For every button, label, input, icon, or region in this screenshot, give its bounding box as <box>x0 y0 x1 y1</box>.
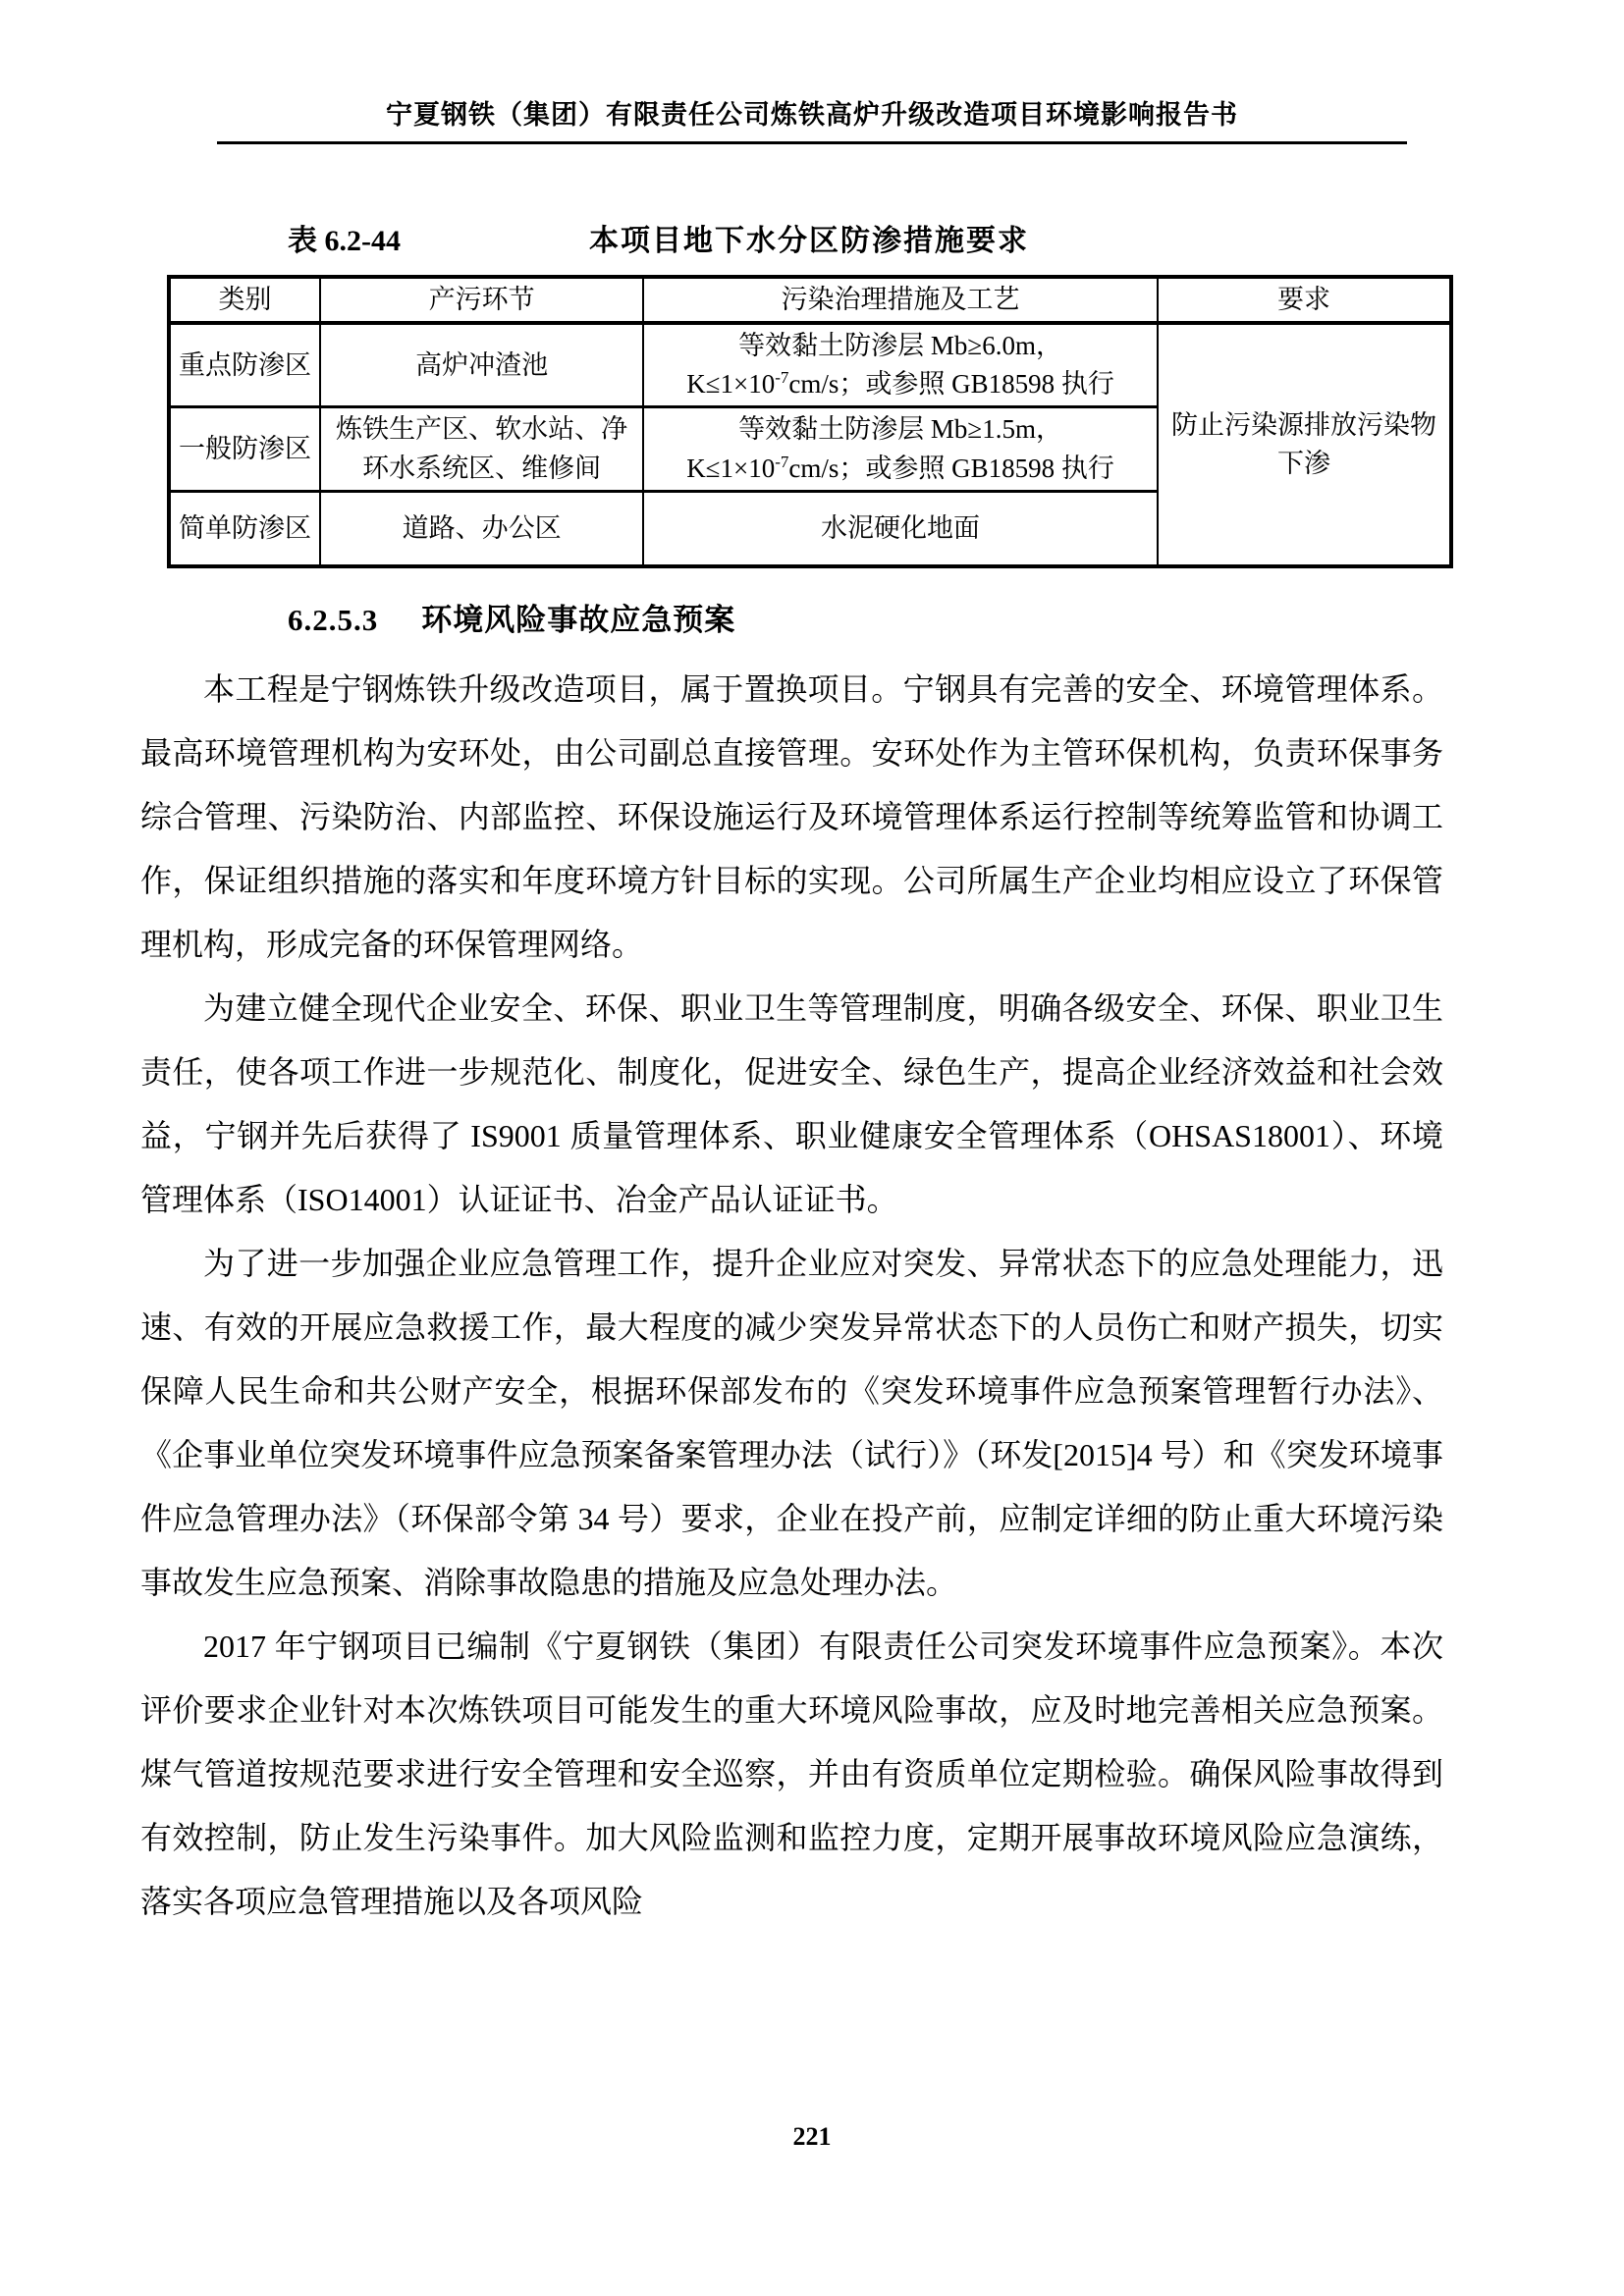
cell-source: 道路、办公区 <box>320 491 643 566</box>
body-text <box>140 658 1443 1934</box>
seepage-measures-table <box>167 275 1453 568</box>
column-header-measures: 污染治理措施及工艺 <box>643 277 1158 323</box>
cell-category: 一般防渗区 <box>169 407 320 491</box>
cell-measure <box>643 407 1158 491</box>
cell-requirement-merged: 防止污染源排放污染物下渗 <box>1158 323 1451 566</box>
paragraph: 2017 年宁钢项目已编制《宁夏钢铁（集团）有限责任公司突发环境事件应急预案》。本次评价要求企业针对本次炼铁项目可能发生的重大环境风险事故，应及时地完善相关应急预案。煤气管道按规范要求进行安全管理和安全巡察，并由有资质单位定期检验。确保风险事故得到有效控制，防止发生污染事件。加大风险监测和监控力度，定期开展事故环境风险应急演练，落实各项应急管理措施以及各项风险 <box>140 1629 1443 1919</box>
section-title: 环境风险事故应急预案 <box>421 603 736 637</box>
section-heading <box>288 595 735 639</box>
measure-line: 等效黏土防渗层 Mb≥1.5m， <box>738 414 1062 445</box>
column-header-requirement: 要求 <box>1158 277 1451 323</box>
cell-category: 简单防渗区 <box>169 491 320 566</box>
paragraph: 为了进一步加强企业应急管理工作，提升企业应对突发、异常状态下的应急处理能力，迅速、有效的开展应急救援工作，最大程度的减少突发异常状态下的人员伤亡和财产损失，切实保障人民生命和共公财产安全，根据环保部发布的《突发环境事件应急预案管理暂行办法》、《企事业单位突发环境事件应急预案备案管理办法（试行）》（环发[2015]4 号）和《突发环境事件应急管理办法》（环保部令第 34 号）要求，企业在投产前，应制定详细的防止重大环境污染事故发生应急预案、消除事故隐患的措施及应急处理办法。 <box>140 1246 1443 1600</box>
measure-exponent: -7 <box>775 368 789 388</box>
cell-category: 重点防渗区 <box>169 323 320 407</box>
measure-line: 等效黏土防渗层 Mb≥6.0m， <box>738 331 1062 361</box>
page-number: 221 <box>792 2122 832 2151</box>
section-number: 6.2.5.3 <box>288 603 379 637</box>
table-caption: 本项目地下水分区防渗措施要求 <box>589 225 1029 257</box>
measure-k-suffix: cm/s；或参照 GB18598 执行 <box>788 453 1114 483</box>
measure-k-suffix: cm/s；或参照 GB18598 执行 <box>788 369 1114 400</box>
measure-line <box>652 450 1149 488</box>
table-label: 表 6.2-44 <box>288 225 401 257</box>
cell-measure: 水泥硬化地面 <box>643 491 1158 566</box>
cell-source: 高炉冲渣池 <box>320 323 643 407</box>
table-header-row <box>169 277 1451 323</box>
column-header-category: 类别 <box>169 277 320 323</box>
page-header: 宁夏钢铁（集团）有限责任公司炼铁高炉升级改造项目环境影响报告书 <box>217 98 1407 144</box>
paragraph: 本工程是宁钢炼铁升级改造项目，属于置换项目。宁钢具有完善的安全、环境管理体系。最高环境管理机构为安环处，由公司副总直接管理。安环处作为主管环保机构，负责环保事务综合管理、污染防治、内部监控、环保设施运行及环境管理体系运行控制等统筹监管和协调工作，保证组织措施的落实和年度环境方针目标的实现。公司所属生产企业均相应设立了环保管理机构，形成完备的环保管理网络。 <box>140 671 1443 962</box>
measure-line <box>652 365 1149 403</box>
cell-measure <box>643 323 1158 407</box>
measure-exponent: -7 <box>775 452 789 471</box>
measure-k-prefix: K≤1×10 <box>686 369 776 400</box>
table-row <box>169 323 1451 407</box>
paragraph: 为建立健全现代企业安全、环保、职业卫生等管理制度，明确各级安全、环保、职业卫生责任，使各项工作进一步规范化、制度化，促进安全、绿色生产，提高企业经济效益和社会效益，宁钢并先后获得了 IS9001 质量管理体系、职业健康安全管理体系（OHSAS18001）、环境管理体系（ISO14001）认证证书、冶金产品认证证书。 <box>140 990 1443 1217</box>
cell-source: 炼铁生产区、软水站、净环水系统区、维修间 <box>320 407 643 491</box>
measure-k-prefix: K≤1×10 <box>686 453 776 483</box>
column-header-source: 产污环节 <box>320 277 643 323</box>
